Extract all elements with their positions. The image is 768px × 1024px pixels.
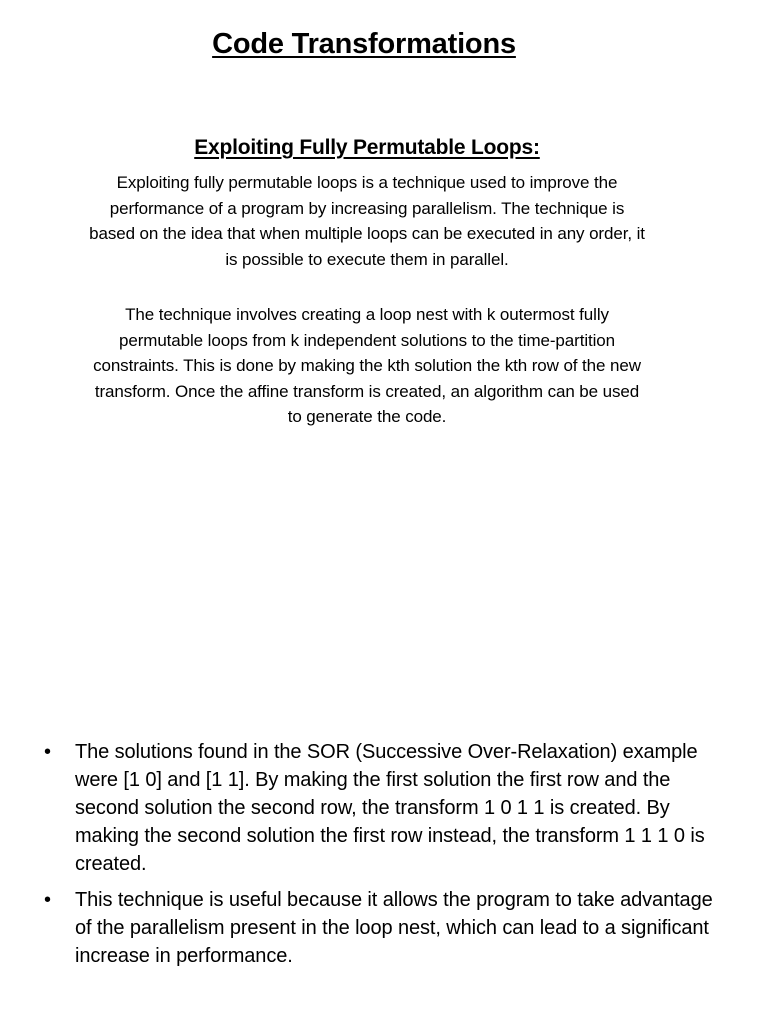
bullet-item-usefulness xyxy=(42,886,722,970)
bullet-dot-icon: • xyxy=(44,889,51,911)
page-title: Code Transformations xyxy=(212,28,516,60)
intro-paragraph: Exploiting fully permutable loops is a technique used to improve the performance of a program by increasing parallelism. The technique is based on the idea that when multiple loops can be executed in any order, it is possible to execute them in parallel. xyxy=(89,173,645,269)
section-heading: Exploiting Fully Permutable Loops: xyxy=(194,136,540,159)
bullet-list xyxy=(42,738,722,978)
bullet-item-sor-example xyxy=(42,738,722,878)
bullet-dot-icon: • xyxy=(44,741,51,763)
bullet-text: This technique is useful because it allows the program to take advantage of the parallelism present in the loop nest, which can lead to a significant increase in performance. xyxy=(75,889,713,967)
technique-paragraph: The technique involves creating a loop nest with k outermost fully permutable loops from k independent solutions to the time-partition constraints. This is done by making the kth solution the kth row of the new transform. Once the affine transform is created, an algorithm can be used to generate the code. xyxy=(93,305,641,426)
bullet-text: The solutions found in the SOR (Successive Over-Relaxation) example were [1 0] and [1 1]. By making the first solution the first row and the second solution the second row, the transform 1 0 1 1 is created. By making the second solution the first row instead, the transform 1 1 1 0 is created. xyxy=(75,741,705,875)
